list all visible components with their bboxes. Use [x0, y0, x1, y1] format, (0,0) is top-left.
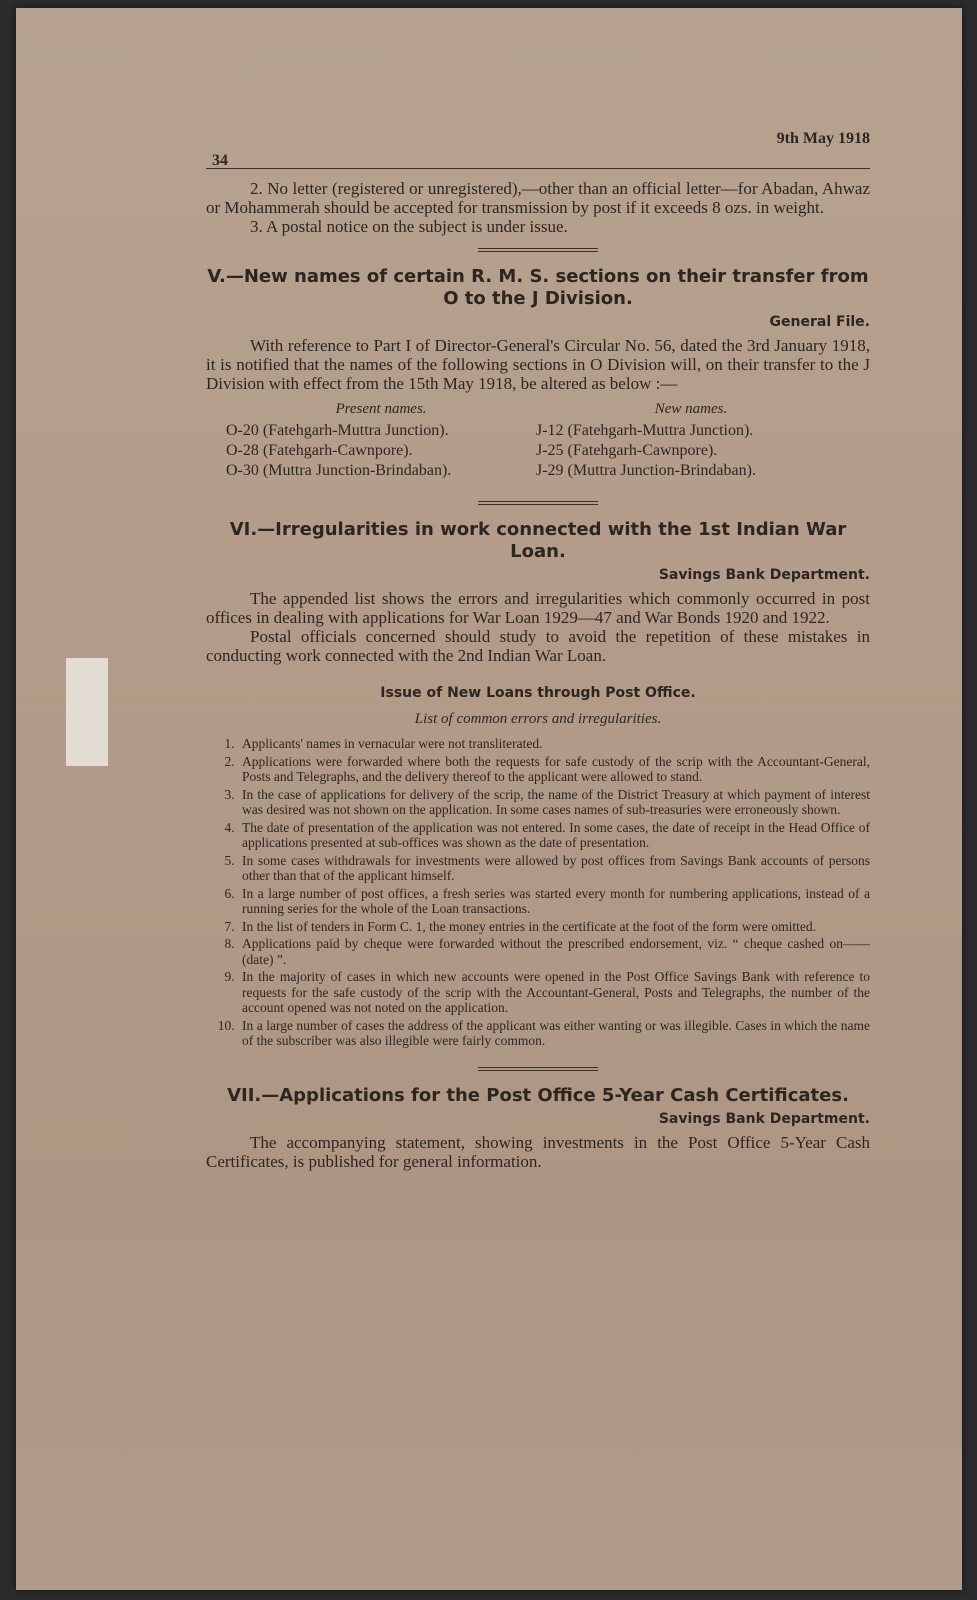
- new-names-column: [536, 399, 846, 481]
- section-vii-body: The accompanying statement, showing investments in the Post Office 5-Year Cash Certificates, is published for general information.: [206, 1132, 870, 1171]
- list-item: 2. Applications were forwarded where both the requests for safe custody of the scrip with the Accountant-General, Posts and Telegraphs, and the delivery thereof to the applicant were allowed to stand.: [238, 754, 870, 785]
- list-item: 3. In the case of applications for delivery of the scrip, the name of the District Treasury at which payment of interest was desired was not shown on the application. In some cases names of sub-treasuries were erroneously shown.: [238, 787, 870, 818]
- section-divider: [478, 1067, 598, 1071]
- list-item: 4. The date of presentation of the application was not entered. In some cases, the date of receipt in the Head Office of applications presented at sub-offices was shown as the date of presentation.: [238, 820, 870, 851]
- document-page: [16, 8, 962, 1590]
- section-v-department: General File.: [769, 314, 870, 330]
- present-name-item: O-20 (Fatehgarh-Muttra Junction).: [226, 422, 449, 439]
- new-name-item: J-29 (Muttra Junction-Brindaban).: [536, 462, 756, 479]
- present-name-item: O-28 (Fatehgarh-Cawnpore).: [226, 442, 413, 459]
- section-v-title: V.—New names of certain R. M. S. sections on their transfer from O to the J Division.: [207, 266, 869, 309]
- new-names-header: New names.: [654, 401, 728, 417]
- section-vi-title: VI.—Irregularities in work connected with the 1st Indian War Loan.: [229, 519, 847, 562]
- intro-paragraph-2: 2. No letter (registered or unregistered),—other than an official letter—for Abadan, Ahwaz or Mohammerah should be accepted for transmission by post if it exceeds 8 ozs. in weight.: [206, 179, 870, 217]
- errors-list: [206, 736, 870, 1049]
- section-vi-department: Savings Bank Department.: [658, 567, 870, 583]
- page-content: [206, 116, 870, 1171]
- list-item: 6. In a large number of post offices, a fresh series was started every month for numbering applications, instead of a running series for the whole of the Loan transactions.: [238, 886, 870, 917]
- list-item: 7. In the list of tenders in Form C. 1, the money entries in the certificate at the foot of the form were omitted.: [238, 919, 870, 935]
- section-vii-title: VII.—Applications for the Post Office 5-Year Cash Certificates.: [227, 1084, 849, 1106]
- section-vi-paragraph-1: The appended list shows the errors and irregularities which commonly occurred in post offices in dealing with applications for War Loan 1929—47 and War Bonds 1920 and 1922.: [206, 589, 870, 627]
- list-item: 5. In some cases withdrawals for investments were allowed by post offices from Savings Bank accounts of persons other than that of the applicant himself.: [238, 853, 870, 884]
- present-name-item: O-30 (Muttra Junction-Brindaban).: [226, 462, 452, 479]
- section-names-table: [226, 399, 870, 481]
- section-vii-department: Savings Bank Department.: [658, 1110, 870, 1127]
- page-header: [206, 116, 870, 169]
- new-name-item: J-25 (Fatehgarh-Cawnpore).: [536, 442, 718, 459]
- loans-subheading: Issue of New Loans through Post Office.: [380, 685, 696, 701]
- section-vi-paragraph-2: Postal officials concerned should study to avoid the repetition of these mistakes in conducting work connected with the 2nd Indian War Loan.: [206, 627, 870, 665]
- new-name-item: J-12 (Fatehgarh-Muttra Junction).: [536, 422, 754, 439]
- present-names-header: Present names.: [335, 401, 427, 417]
- list-item: 1. Applicants' names in vernacular were not transliterated.: [238, 736, 870, 752]
- intro-paragraph-3: 3. A postal notice on the subject is under issue.: [250, 217, 568, 236]
- present-names-column: [226, 399, 536, 481]
- page-number: 34: [212, 152, 228, 169]
- section-divider: [478, 501, 598, 505]
- list-item: 10. In a large number of cases the address of the applicant was either wanting or was illegible. Cases in which the name of the subscriber was also illegible were fairly common.: [238, 1018, 870, 1049]
- adhesive-tape: [66, 658, 108, 766]
- section-v-body: With reference to Part I of Director-General's Circular No. 56, dated the 3rd January 1918, it is notified that the names of the following sections in O Division will, on their transfer to the J Division with effect from the 15th May 1918, be altered as below :—: [206, 336, 870, 393]
- issue-date: 9th May 1918: [776, 130, 870, 147]
- list-item: 8. Applications paid by cheque were forwarded without the prescribed endorsement, viz. “ cheque cashed on——(date) ”.: [238, 936, 870, 967]
- errors-list-title: List of common errors and irregularities.: [414, 711, 662, 727]
- section-divider: [478, 248, 598, 252]
- list-item: 9. In the majority of cases in which new accounts were opened in the Post Office Savings Bank with reference to requests for the safe custody of the scrip with the Accountant-General, Posts and Telegraphs, the number of the account opened was not noted on the application.: [238, 969, 870, 1016]
